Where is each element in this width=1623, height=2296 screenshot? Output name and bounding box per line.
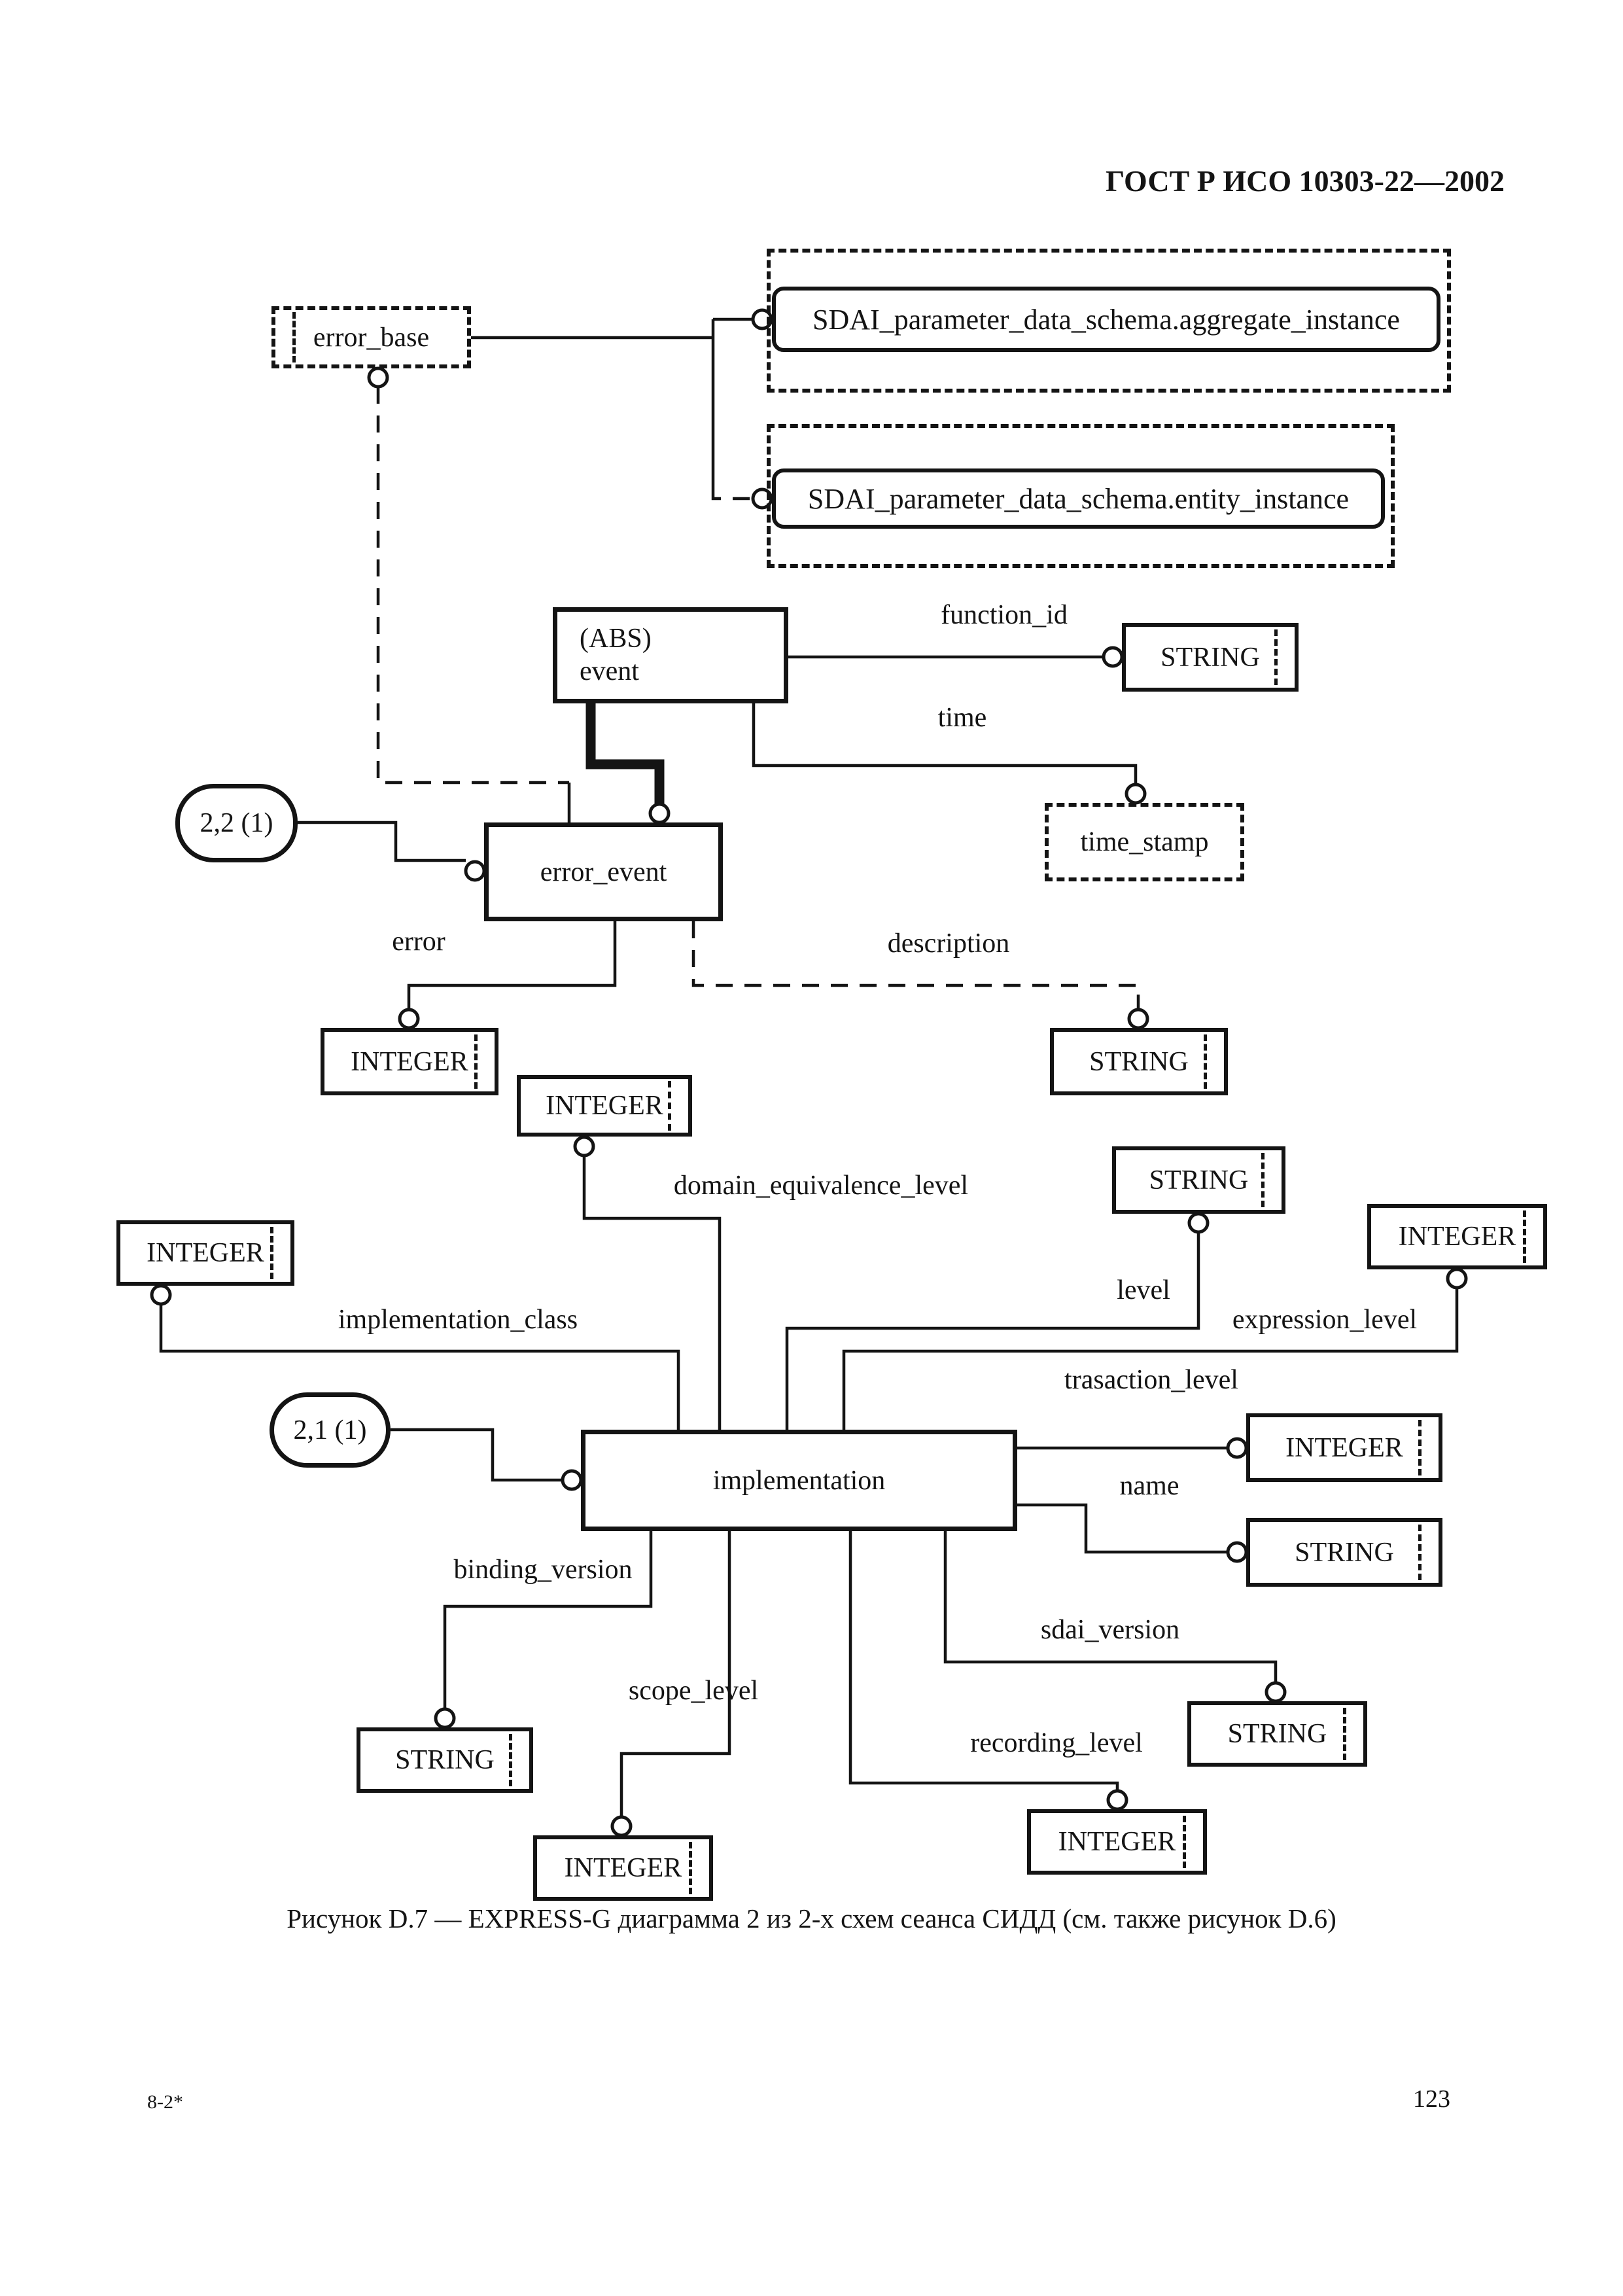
basetype-integer-label: INTEGER bbox=[1398, 1222, 1516, 1252]
basetype-integer-implementation-class bbox=[116, 1220, 294, 1286]
basetype-double-line bbox=[668, 1081, 671, 1130]
circle-error bbox=[400, 1010, 418, 1028]
circle-name bbox=[1228, 1543, 1246, 1561]
basetype-string-label: STRING bbox=[395, 1745, 495, 1775]
edge-label-name: name bbox=[1119, 1471, 1179, 1501]
page-header: ГОСТ Р ИСО 10303-22—2002 bbox=[1105, 164, 1505, 198]
basetype-double-line bbox=[1418, 1525, 1422, 1581]
node-aggregate-instance bbox=[772, 287, 1440, 352]
node-time-stamp-label: time_stamp bbox=[1080, 827, 1209, 857]
edge-label-domain-equivalence-level: domain_equivalence_level bbox=[673, 1171, 969, 1201]
basetype-integer-label: INTEGER bbox=[351, 1046, 468, 1077]
circle-domain-equivalence bbox=[575, 1137, 593, 1156]
circle-page-ref-22 bbox=[466, 862, 484, 880]
edge-label-scope-level: scope_level bbox=[628, 1676, 759, 1706]
circle-binding-version bbox=[436, 1709, 454, 1727]
basetype-integer-label: INTEGER bbox=[564, 1853, 682, 1883]
basetype-string-level bbox=[1112, 1146, 1285, 1214]
edge-error-base-fan-dashed bbox=[713, 489, 753, 499]
edge-label-time: time bbox=[937, 703, 987, 733]
schema-ref-double-line bbox=[292, 312, 296, 362]
footer-signature: 8-2* bbox=[147, 2091, 183, 2113]
edge-sdai-version bbox=[945, 1531, 1276, 1683]
basetype-string-label: STRING bbox=[1161, 642, 1260, 673]
edge-level bbox=[787, 1232, 1198, 1430]
basetype-string-function-id bbox=[1122, 623, 1299, 692]
circle-sdai-version bbox=[1266, 1683, 1285, 1701]
edge-label-binding-version: binding_version bbox=[453, 1555, 633, 1585]
page-ref-2-1 bbox=[270, 1392, 391, 1468]
basetype-double-line bbox=[474, 1034, 478, 1089]
circle-expression-level bbox=[1448, 1269, 1466, 1288]
basetype-integer-label: INTEGER bbox=[147, 1238, 264, 1268]
basetype-integer-trasaction-level bbox=[1246, 1413, 1442, 1482]
circle-scope-level bbox=[612, 1817, 631, 1835]
figure-caption: Рисунок D.7 — EXPRESS-G диаграмма 2 из 2-х схем сеанса СИДД (см. также рисунок D.6) bbox=[287, 1903, 1336, 1934]
circle-description bbox=[1129, 1010, 1147, 1028]
node-entity-instance bbox=[772, 468, 1385, 529]
circle-page-ref-21 bbox=[563, 1471, 581, 1489]
basetype-string-label: STRING bbox=[1295, 1537, 1394, 1568]
basetype-integer-expression-level bbox=[1367, 1204, 1547, 1269]
basetype-double-line bbox=[1343, 1708, 1346, 1761]
circle-level bbox=[1189, 1214, 1208, 1232]
edge-label-implementation-class: implementation_class bbox=[338, 1305, 578, 1335]
node-implementation bbox=[581, 1430, 1017, 1531]
basetype-string-name bbox=[1246, 1518, 1442, 1587]
basetype-double-line bbox=[1523, 1210, 1526, 1263]
node-error-event-label: error_event bbox=[540, 857, 667, 887]
edge-supertype-thick bbox=[591, 703, 659, 804]
circle-trasaction-level bbox=[1228, 1439, 1246, 1457]
basetype-integer-domain-equivalence bbox=[517, 1075, 692, 1137]
edge-label-expression-level: expression_level bbox=[1232, 1305, 1418, 1335]
node-error-event bbox=[484, 822, 723, 921]
page-number: 123 bbox=[1413, 2085, 1450, 2113]
basetype-integer-label: INTEGER bbox=[1058, 1827, 1176, 1857]
node-error-base-label: error_base bbox=[313, 322, 430, 353]
edge-page-ref-22 bbox=[298, 822, 466, 860]
circle-error-base bbox=[369, 368, 387, 387]
edge-label-trasaction-level: trasaction_level bbox=[1064, 1365, 1238, 1395]
edge-label-description: description bbox=[887, 928, 1010, 959]
basetype-string-label: STRING bbox=[1089, 1046, 1189, 1077]
edge-label-level: level bbox=[1117, 1275, 1170, 1305]
basetype-string-description bbox=[1050, 1028, 1228, 1095]
node-time-stamp bbox=[1045, 803, 1244, 881]
circle-implementation-class bbox=[152, 1286, 170, 1304]
basetype-string-binding-version bbox=[357, 1727, 533, 1793]
basetype-double-line bbox=[689, 1842, 692, 1895]
basetype-integer-error bbox=[321, 1028, 498, 1095]
edge-error-base-subtype-dashed bbox=[378, 387, 569, 783]
basetype-integer-label: INTEGER bbox=[546, 1091, 663, 1121]
edge-page-ref-21 bbox=[391, 1430, 563, 1480]
basetype-double-line bbox=[1274, 629, 1278, 686]
basetype-double-line bbox=[1204, 1034, 1207, 1089]
page-ref-2-2-label: 2,2 (1) bbox=[200, 808, 273, 838]
circle-supertype bbox=[650, 804, 669, 822]
page-ref-2-1-label: 2,1 (1) bbox=[293, 1415, 367, 1445]
edge-name bbox=[1017, 1505, 1228, 1552]
basetype-double-line bbox=[1183, 1816, 1186, 1869]
node-event bbox=[553, 607, 788, 703]
page-ref-2-2 bbox=[175, 784, 298, 862]
basetype-integer-recording-level bbox=[1027, 1809, 1207, 1875]
node-error-base bbox=[271, 306, 471, 368]
basetype-double-line bbox=[270, 1227, 273, 1280]
circle-recording-level bbox=[1108, 1791, 1126, 1809]
edge-scope-level bbox=[621, 1531, 729, 1817]
basetype-integer-label: INTEGER bbox=[1285, 1432, 1403, 1463]
node-entity-instance-label: SDAI_parameter_data_schema.entity_instance bbox=[807, 482, 1350, 515]
edge-error-base-fan bbox=[471, 319, 753, 489]
basetype-double-line bbox=[1261, 1153, 1265, 1208]
basetype-double-line bbox=[1418, 1420, 1422, 1476]
circle-time-stamp bbox=[1126, 785, 1145, 803]
circle-function-id bbox=[1104, 648, 1122, 666]
node-event-stereotype: (ABS) bbox=[580, 623, 652, 654]
edge-label-function-id: function_id bbox=[941, 600, 1068, 630]
basetype-string-label: STRING bbox=[1227, 1719, 1327, 1749]
edge-label-recording-level: recording_level bbox=[970, 1728, 1143, 1758]
basetype-integer-scope-level bbox=[533, 1835, 713, 1901]
edge-label-error: error bbox=[392, 927, 445, 957]
node-aggregate-instance-label: SDAI_parameter_data_schema.aggregate_instance bbox=[812, 303, 1400, 336]
node-implementation-label: implementation bbox=[712, 1465, 886, 1496]
basetype-double-line bbox=[509, 1734, 512, 1787]
basetype-string-sdai-version bbox=[1187, 1701, 1367, 1767]
basetype-string-label: STRING bbox=[1149, 1165, 1249, 1195]
edge-label-sdai-version: sdai_version bbox=[1040, 1615, 1180, 1645]
node-event-label: event bbox=[580, 656, 639, 686]
